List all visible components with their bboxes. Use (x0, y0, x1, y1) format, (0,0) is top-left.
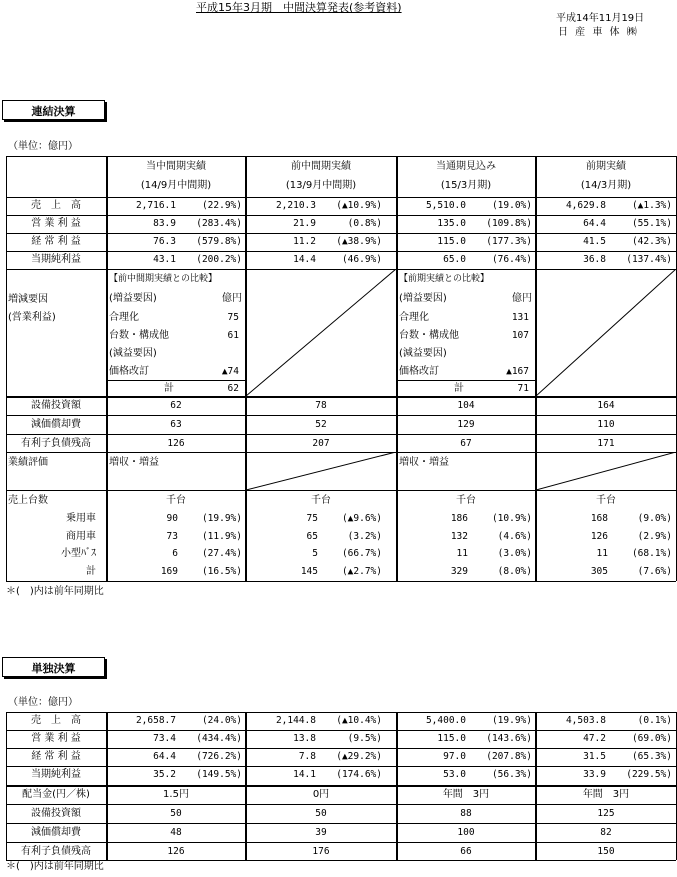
value-cell: 48 (170, 827, 182, 838)
factor-item-value: 61 (227, 330, 239, 341)
row-label: 設備投資額 (31, 400, 81, 411)
value-cell: 13.8 (293, 733, 316, 744)
ratio-cell: (109.8%) (486, 218, 532, 229)
ratio-cell: (0.1%) (637, 715, 672, 726)
value-cell: 76.3 (153, 236, 176, 247)
row-label: 有利子負債残高 (21, 438, 91, 449)
value-cell: 63 (170, 419, 182, 430)
ratio-cell: (579.8%) (196, 236, 242, 247)
value-cell: 186 (450, 513, 468, 524)
value-cell: 83.9 (153, 218, 176, 229)
ratio-cell: (55.1%) (631, 218, 672, 229)
column-subheader: (14/3月期) (580, 180, 632, 191)
diagonal-slash (246, 269, 396, 396)
value-cell: 329 (450, 565, 468, 577)
company-name: 日 産 車 体 ㈱ (558, 27, 639, 38)
ratio-cell: (8.0%) (497, 565, 532, 577)
value-cell: 2,210.3 (275, 200, 316, 211)
column-subheader: (14/9月中間期) (140, 180, 212, 191)
factor-total-label: 計 (164, 383, 174, 394)
consolidated-unit: （単位：億円） (8, 141, 78, 152)
value-cell: 11.2 (293, 236, 316, 247)
row-label: 当期純利益 (31, 769, 81, 780)
diagonal-slash (246, 452, 396, 490)
factor-header: 【前中間期実績との比較】 (109, 274, 218, 284)
row-label: 設備投資額 (31, 808, 81, 819)
factor-item-value: 131 (511, 312, 529, 323)
value-cell: 82 (600, 827, 612, 838)
ratio-cell: (▲10.9%) (336, 200, 382, 211)
value-cell: 2,144.8 (275, 715, 316, 726)
value-cell: 135.0 (437, 218, 466, 229)
units-unit: 千台 (456, 495, 476, 506)
value-cell: 2,716.1 (135, 200, 176, 211)
value-cell: 164 (597, 400, 615, 411)
factor-item-label: 台数・構成他 (399, 330, 459, 341)
ratio-cell: (149.5%) (196, 769, 242, 780)
row-label: 経 常 利 益 (31, 236, 81, 247)
consolidated-section-title: 連結決算 (2, 100, 105, 120)
value-cell: 88 (460, 808, 472, 819)
value-cell: 125 (597, 808, 615, 819)
factor-item-label: 合理化 (399, 312, 429, 323)
value-cell: 2,658.7 (135, 715, 176, 726)
value-cell: 41.5 (583, 236, 606, 247)
dividend-label: 配当金(円／株) (22, 789, 90, 800)
ratio-cell: (19.0%) (491, 200, 532, 211)
ratio-cell: (▲38.9%) (336, 236, 382, 247)
value-cell: 150 (597, 846, 615, 857)
value-cell: 66 (460, 846, 472, 857)
ratio-cell: (9.0%) (637, 513, 672, 524)
factor-item-label: 台数・構成他 (109, 330, 169, 341)
factor-unit: 億円 (512, 293, 532, 304)
dividend-value: 年間 3円 (442, 789, 490, 800)
column-subheader: (15/3月期) (440, 180, 492, 191)
grid-hline (106, 380, 246, 381)
value-cell: 53.0 (443, 769, 466, 780)
value-cell: 62 (170, 400, 182, 411)
units-row-label: 小型ﾊﾞｽ (61, 548, 96, 559)
value-cell: 65.0 (443, 254, 466, 265)
factor-label: 増減要因 (8, 294, 48, 305)
value-cell: 7.8 (298, 751, 316, 762)
factor-total-label: 計 (454, 383, 464, 394)
factor-decrease: (減益要因) (399, 348, 447, 359)
row-label: 経 常 利 益 (31, 751, 81, 762)
grid-hline (6, 860, 676, 861)
column-header: 前中間期実績 (291, 161, 351, 172)
units-unit: 千台 (166, 495, 186, 506)
value-cell: 126 (167, 846, 185, 857)
value-cell: 50 (170, 808, 182, 819)
value-cell: 104 (457, 400, 475, 411)
units-label: 売上台数 (8, 495, 48, 506)
evaluation-value: 増収・増益 (399, 457, 449, 468)
value-cell: 169 (160, 565, 178, 577)
dividend-value: 年間 3円 (582, 789, 630, 800)
value-cell: 50 (315, 808, 327, 819)
units-row-label: 乗用車 (66, 513, 96, 524)
value-cell: 168 (590, 513, 608, 524)
ratio-cell: (24.0%) (201, 715, 242, 726)
ratio-cell: (76.4%) (491, 254, 532, 265)
value-cell: 78 (315, 400, 327, 411)
ratio-cell: (46.9%) (341, 254, 382, 265)
value-cell: 11 (596, 548, 608, 559)
value-cell: 43.1 (153, 254, 176, 265)
value-cell: 65 (306, 530, 318, 542)
factor-item-label: 価格改訂 (399, 366, 439, 377)
value-cell: 171 (597, 438, 615, 449)
report-date: 平成14年11月19日 (556, 13, 645, 24)
value-cell: 33.9 (583, 769, 606, 780)
value-cell: 39 (315, 827, 327, 838)
value-cell: 4,503.8 (565, 715, 606, 726)
column-header: 当通期見込み (436, 161, 496, 172)
value-cell: 11 (456, 548, 468, 559)
value-cell: 176 (312, 846, 330, 857)
factor-increase: (増益要因) (109, 293, 157, 304)
value-cell: 5,400.0 (425, 715, 466, 726)
value-cell: 31.5 (583, 751, 606, 762)
ratio-cell: (0.8%) (347, 218, 382, 229)
ratio-cell: (▲2.7%) (341, 565, 382, 577)
evaluation-value: 増収・増益 (109, 457, 159, 468)
factor-item-label: 価格改訂 (109, 366, 149, 377)
value-cell: 145 (300, 565, 318, 577)
factor-item-value: ▲74 (221, 366, 239, 377)
consolidated-note: ＊( )内は前年同期比 (6, 586, 104, 597)
ratio-cell: (65.3%) (631, 751, 672, 762)
value-cell: 35.2 (153, 769, 176, 780)
ratio-cell: (3.0%) (497, 548, 532, 559)
standalone-unit: （単位：億円） (8, 697, 78, 708)
value-cell: 52 (315, 419, 327, 430)
ratio-cell: (69.0%) (631, 733, 672, 744)
ratio-cell: (42.3%) (631, 236, 672, 247)
ratio-cell: (▲10.4%) (336, 715, 382, 726)
value-cell: 36.8 (583, 254, 606, 265)
dividend-value: 1.5円 (163, 789, 189, 800)
value-cell: 5 (312, 548, 318, 559)
diagonal-slash (536, 452, 676, 490)
factor-item-label: 合理化 (109, 312, 139, 323)
factor-item-value: 75 (227, 312, 239, 323)
ratio-cell: (4.6%) (497, 530, 532, 542)
factor-label-sub: (営業利益) (8, 312, 56, 323)
ratio-cell: (143.6%) (486, 733, 532, 744)
page-title: 平成15年3月期 中間決算発表(参考資料) (196, 1, 402, 14)
ratio-cell: (9.5%) (347, 733, 382, 744)
ratio-cell: (16.5%) (201, 565, 242, 577)
value-cell: 67 (460, 438, 472, 449)
ratio-cell: (▲1.3%) (631, 200, 672, 211)
value-cell: 126 (590, 530, 608, 542)
ratio-cell: (11.9%) (201, 530, 242, 542)
value-cell: 47.2 (583, 733, 606, 744)
value-cell: 75 (306, 513, 318, 524)
value-cell: 207 (312, 438, 330, 449)
units-row-label: 商用車 (66, 530, 96, 542)
evaluation-label: 業績評価 (8, 457, 48, 468)
factor-total: 62 (227, 383, 239, 394)
factor-total: 71 (517, 383, 529, 394)
grid-hline (396, 380, 536, 381)
row-label: 売 上 高 (31, 200, 81, 211)
row-label: 当期純利益 (31, 254, 81, 265)
ratio-cell: (19.9%) (491, 715, 532, 726)
ratio-cell: (283.4%) (196, 218, 242, 229)
ratio-cell: (726.2%) (196, 751, 242, 762)
value-cell: 73.4 (153, 733, 176, 744)
value-cell: 4,629.8 (565, 200, 606, 211)
value-cell: 64.4 (583, 218, 606, 229)
ratio-cell: (7.6%) (637, 565, 672, 577)
value-cell: 129 (457, 419, 475, 430)
ratio-cell: (56.3%) (491, 769, 532, 780)
ratio-cell: (10.9%) (491, 513, 532, 524)
ratio-cell: (3.2%) (347, 530, 382, 542)
column-header: 当中間期実績 (146, 161, 206, 172)
value-cell: 126 (167, 438, 185, 449)
value-cell: 132 (450, 530, 468, 542)
factor-item-value: 107 (511, 330, 529, 341)
units-unit: 千台 (596, 495, 616, 506)
standalone-note: ＊( )内は前年同期比 (6, 861, 104, 872)
value-cell: 64.4 (153, 751, 176, 762)
value-cell: 115.0 (437, 236, 466, 247)
ratio-cell: (137.4%) (626, 254, 672, 265)
column-subheader: (13/9月中間期) (285, 180, 357, 191)
grid-hline (6, 581, 676, 582)
ratio-cell: (▲9.6%) (341, 513, 382, 524)
factor-header: 【前期実績との比較】 (399, 274, 490, 284)
factor-decrease: (減益要因) (109, 348, 157, 359)
ratio-cell: (68.1%) (631, 548, 672, 559)
value-cell: 14.1 (293, 769, 316, 780)
value-cell: 90 (166, 513, 178, 524)
value-cell: 305 (590, 565, 608, 577)
row-label: 売 上 高 (31, 715, 81, 726)
units-row-label: 計 (86, 565, 96, 577)
ratio-cell: (2.9%) (637, 530, 672, 542)
factor-increase: (増益要因) (399, 293, 447, 304)
ratio-cell: (174.6%) (336, 769, 382, 780)
value-cell: 6 (172, 548, 178, 559)
diagonal-slash (536, 269, 676, 396)
value-cell: 110 (597, 419, 615, 430)
value-cell: 5,510.0 (425, 200, 466, 211)
row-label: 減価償却費 (31, 827, 81, 838)
units-unit: 千台 (311, 495, 331, 506)
ratio-cell: (27.4%) (201, 548, 242, 559)
column-header: 前期実績 (586, 161, 626, 172)
dividend-value: 0円 (312, 789, 330, 800)
ratio-cell: (200.2%) (196, 254, 242, 265)
ratio-cell: (▲29.2%) (336, 751, 382, 762)
ratio-cell: (19.9%) (201, 513, 242, 524)
standalone-section-title: 単独決算 (2, 657, 105, 677)
ratio-cell: (229.5%) (626, 769, 672, 780)
factor-item-value: ▲167 (506, 366, 529, 377)
value-cell: 14.4 (293, 254, 316, 265)
ratio-cell: (177.3%) (486, 236, 532, 247)
factor-unit: 億円 (222, 293, 242, 304)
row-label: 営 業 利 益 (31, 218, 81, 229)
value-cell: 115.0 (437, 733, 466, 744)
value-cell: 21.9 (293, 218, 316, 229)
value-cell: 100 (457, 827, 475, 838)
row-label: 営 業 利 益 (31, 733, 81, 744)
ratio-cell: (207.8%) (486, 751, 532, 762)
value-cell: 97.0 (443, 751, 466, 762)
ratio-cell: (22.9%) (201, 200, 242, 211)
row-label: 減価償却費 (31, 419, 81, 430)
ratio-cell: (66.7%) (341, 548, 382, 559)
row-label: 有利子負債残高 (21, 846, 91, 857)
value-cell: 73 (166, 530, 178, 542)
ratio-cell: (434.4%) (196, 733, 242, 744)
